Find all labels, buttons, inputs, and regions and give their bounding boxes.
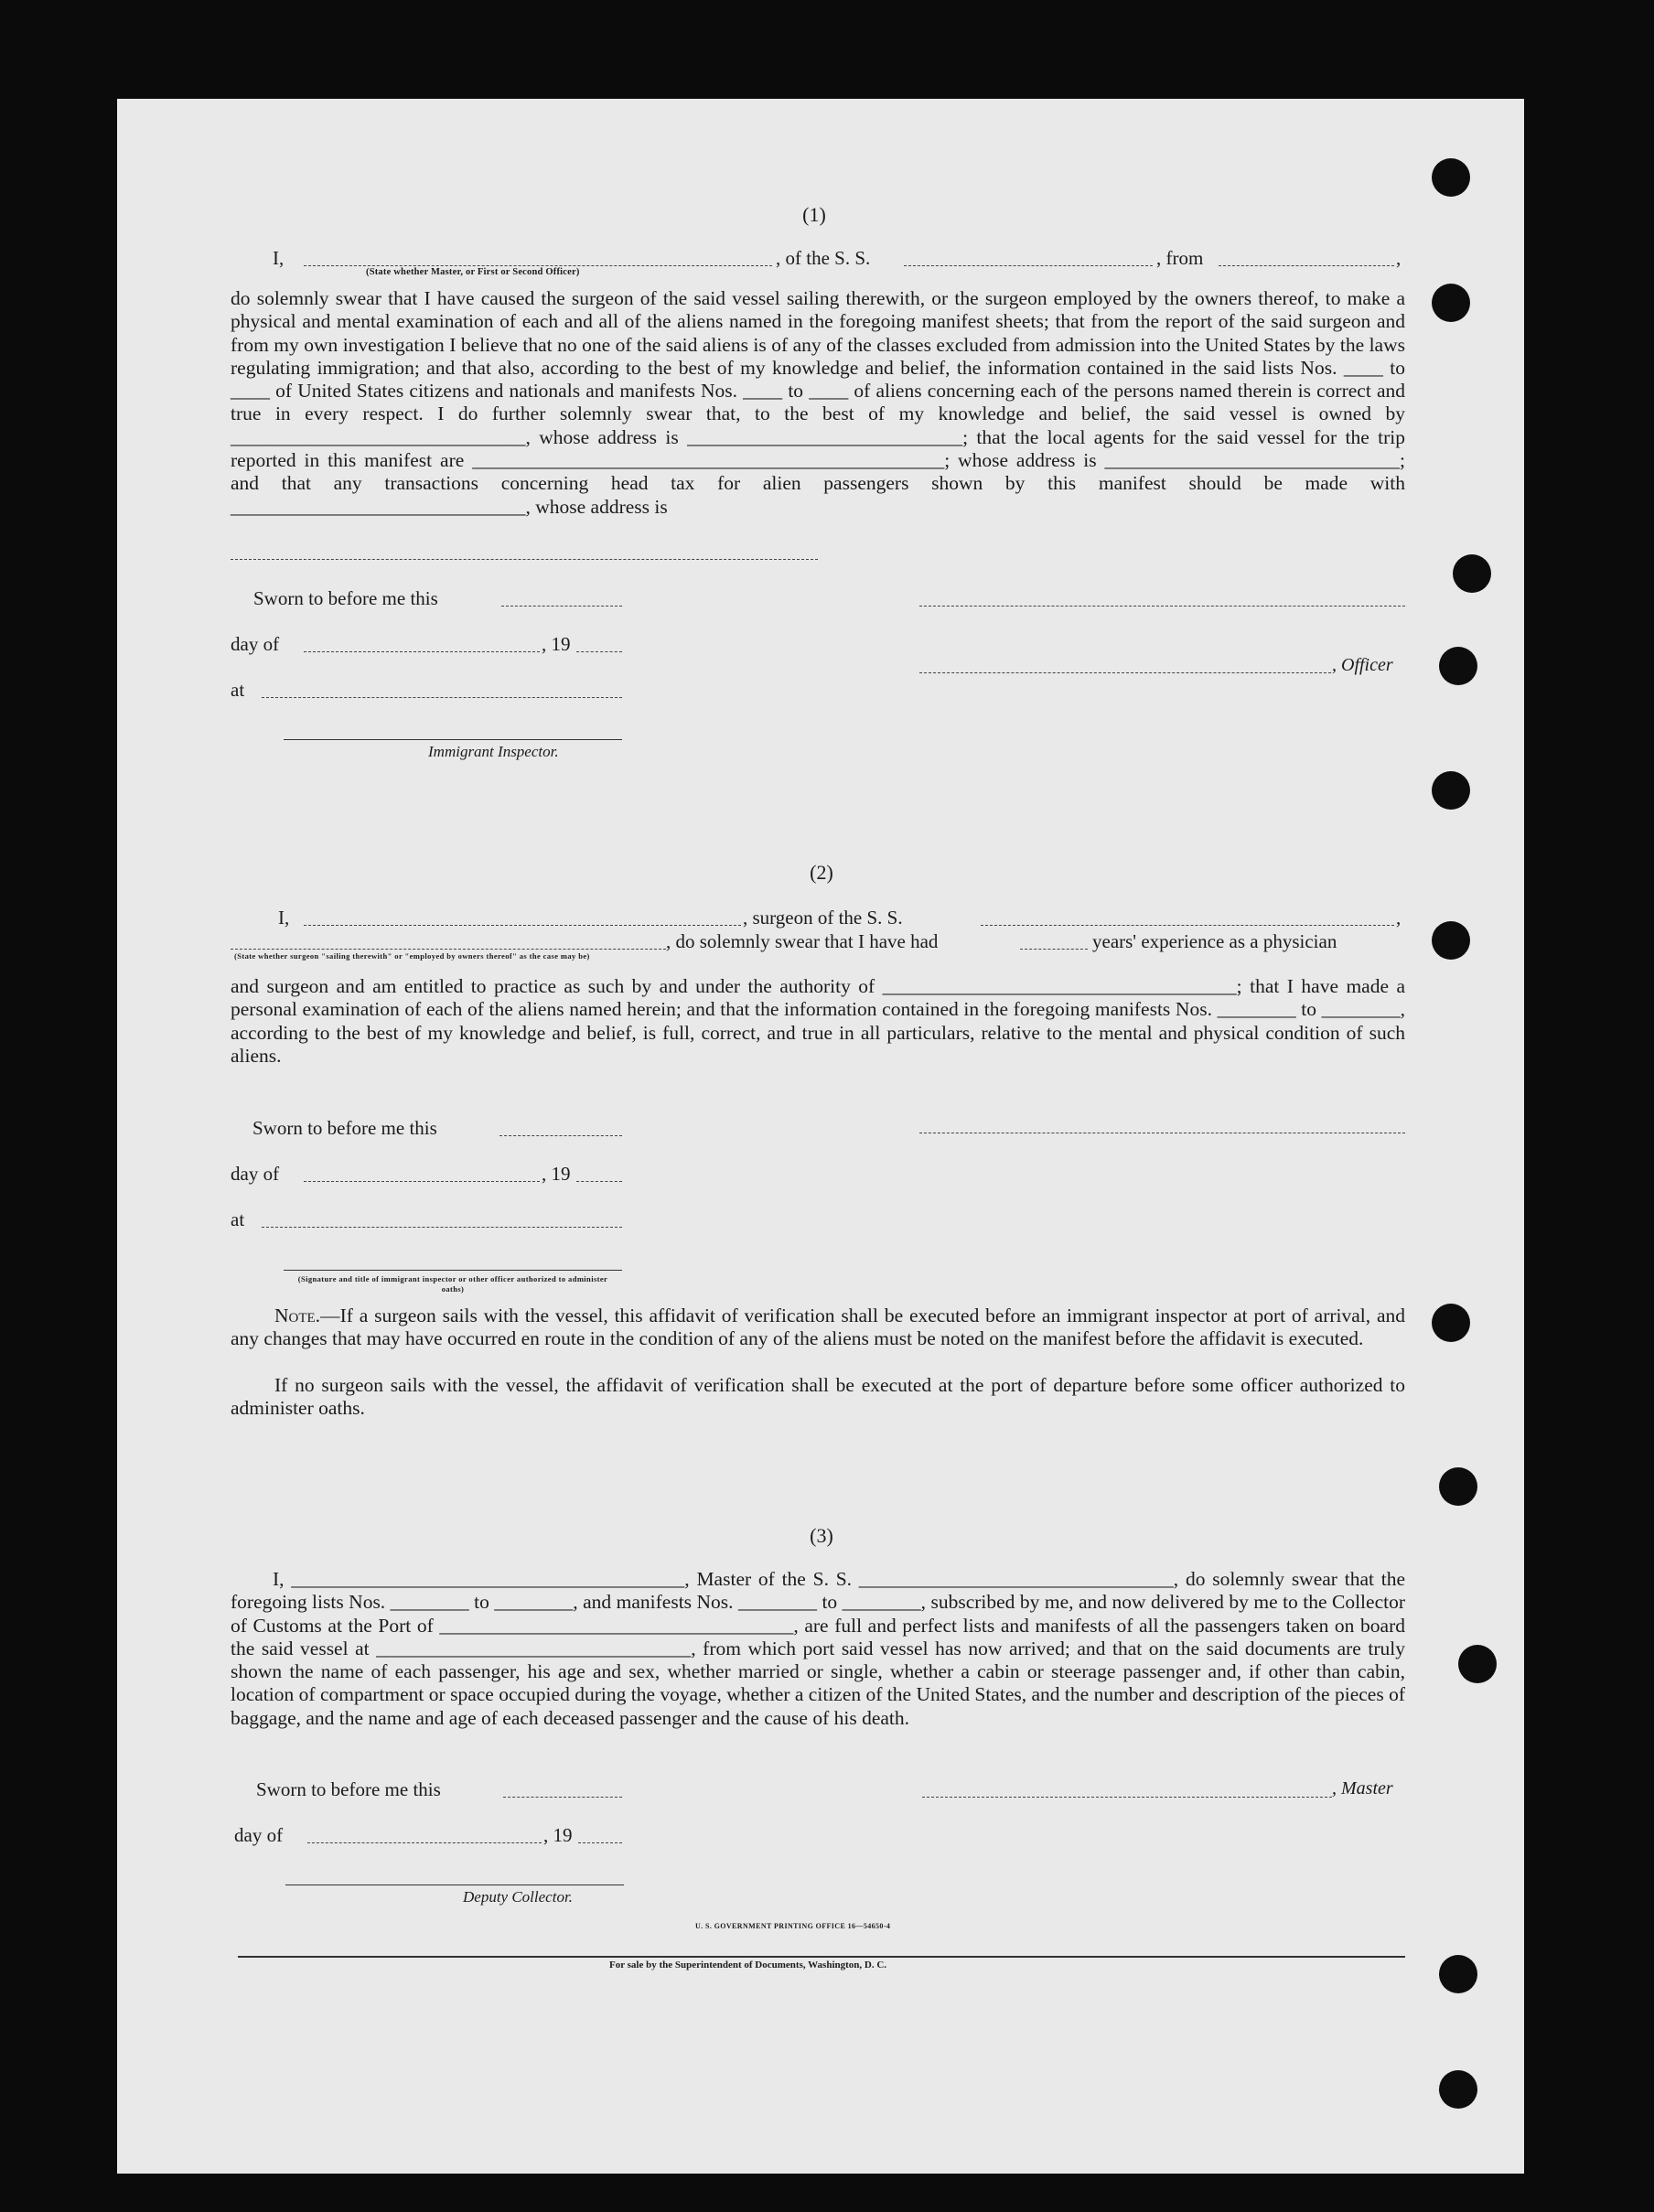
section-1-number: (1) (802, 203, 826, 226)
s2-sworn-label: Sworn to before me this (252, 1117, 437, 1139)
s2-surgeon-note: (State whether surgeon "sailing therewith" or "employed by owners thereof" as the case may be) (234, 951, 590, 961)
s2-note-label: Note. (274, 1305, 321, 1326)
s2-year-field[interactable] (576, 1181, 622, 1182)
s2-at-field[interactable] (262, 1227, 622, 1228)
s2-at-label: at (231, 1208, 245, 1230)
s2-years-field[interactable] (1020, 949, 1088, 950)
s1-day-field[interactable] (304, 651, 540, 652)
s1-officer-label: , Officer (1332, 655, 1393, 675)
s1-year-field[interactable] (576, 651, 622, 652)
binder-hole (1439, 1467, 1477, 1506)
section-2-number: (2) (810, 861, 833, 884)
s1-oath-paragraph: do solemnly swear that I have caused the surgeon of the said vessel sailing therewith, or the surgeon employed by the owners thereof, to make a physical and mental examination of each and all of the aliens named in the foregoing manifest sheets; that from the report of the said surgeon and from my own investigation I believe that no one of the said aliens is of any of the classes excluded from admission into the United States by the laws regulating immigration; and that also, according to the best of my knowledge and belief, the information contained in the said lists Nos. ____ to ____ of United States citizens and nationals and manifests Nos. ____ to ____ of aliens concerning each of the persons named therein is correct and true in every respect. I do further solemnly swear that, to the best of my knowledge and belief, the said vessel is owned by ______________________________, whose address is ____________________________; that the local agents for the said vessel for the trip reported in this manifest are ________________________________________________; whose address is ______________________________; and that any transactions concerning head tax for alien passengers shown by this manifest should be made with ______________________________, whose address is (231, 287, 1405, 518)
s2-signature-note: (Signature and title of immigrant inspector or other officer authorized to administer oaths) (297, 1274, 608, 1294)
s1-sworn-date-field[interactable] (501, 606, 622, 607)
s1-ship-field[interactable] (904, 265, 1153, 266)
s3-year-label: , 19 (543, 1824, 573, 1846)
s2-surgeon-type-field[interactable] (231, 949, 666, 950)
s3-master-label: , Master (1332, 1778, 1393, 1799)
s1-at-field[interactable] (262, 697, 622, 698)
s3-day-label: day of (234, 1824, 284, 1846)
s2-sworn-date-field[interactable] (499, 1135, 622, 1136)
binder-hole (1453, 554, 1491, 593)
s3-collector-label: Deputy Collector. (463, 1888, 573, 1906)
s2-years-label: years' experience as a physician (1092, 930, 1337, 952)
s3-year-field[interactable] (578, 1842, 622, 1843)
s1-officer-field[interactable] (304, 265, 772, 266)
s1-inspector-signature-line[interactable] (284, 739, 622, 740)
binder-hole (1439, 1955, 1477, 1993)
s1-line1-end: , (1396, 247, 1402, 269)
s1-of-ss-label: , of the S. S. (776, 247, 871, 269)
s1-day-label: day of (231, 633, 280, 655)
s1-officer-signature-field[interactable] (919, 672, 1331, 673)
s3-collector-signature-line[interactable] (285, 1884, 624, 1885)
s2-note-paragraph (231, 1305, 1405, 1351)
s2-day-field[interactable] (304, 1181, 540, 1182)
s2-year-label: , 19 (542, 1163, 571, 1185)
s1-sworn-label: Sworn to before me this (253, 587, 438, 609)
s2-ship-field[interactable] (981, 925, 1394, 926)
binder-hole (1432, 1304, 1470, 1342)
s1-inspector-label: Immigrant Inspector. (428, 743, 559, 760)
s2-inspector-signature-line[interactable] (284, 1270, 622, 1271)
binder-hole (1439, 647, 1477, 685)
printer-imprint: U. S. GOVERNMENT PRINTING OFFICE 16—54650-4 (695, 1922, 891, 1930)
footer-rule (238, 1956, 1405, 1958)
binder-hole (1432, 771, 1470, 810)
s3-master-signature-field[interactable] (922, 1797, 1332, 1798)
binder-hole (1432, 921, 1470, 960)
s1-year-label: , 19 (542, 633, 571, 655)
s1-officer-note: (State whether Master, or First or Second Officer) (366, 267, 580, 277)
binder-hole (1432, 284, 1470, 322)
s2-note-text: —If a surgeon sails with the vessel, this affidavit of verification shall be executed before an immigrant inspector at port of arrival, and any changes that may have occurred en route in the condition of any of the aliens must be noted on the manifest before the affidavit is executed. (231, 1305, 1405, 1350)
s2-oath-paragraph: and surgeon and am entitled to practice as such by and under the authority of ____________________________________; that I have made a personal examination of each of the aliens named herein; and that the information contained in the foregoing manifests Nos. ________ to ________, according to the best of my knowledge and belief, is full, correct, and true in all particulars, relative to the mental and physical condition of such aliens. (231, 975, 1405, 1067)
s3-day-field[interactable] (307, 1842, 542, 1843)
s2-swear-label: , do solemnly swear that I have had (666, 930, 939, 952)
s2-surgeon-of-label: , surgeon of the S. S. (743, 907, 903, 929)
s1-from-label: , from (1156, 247, 1204, 269)
binder-hole (1458, 1645, 1497, 1683)
s1-address-continuation-field[interactable] (231, 559, 818, 560)
s1-signature-field[interactable] (919, 606, 1405, 607)
s3-sworn-label: Sworn to before me this (256, 1778, 441, 1800)
sale-notice: For sale by the Superintendent of Documents, Washington, D. C. (609, 1960, 887, 1970)
s1-at-label: at (231, 679, 245, 701)
s2-line1-end: , (1396, 907, 1402, 929)
section-3-number: (3) (810, 1524, 833, 1547)
binder-hole (1432, 158, 1470, 197)
s1-i-label: I, (273, 247, 285, 269)
s3-sworn-date-field[interactable] (503, 1797, 622, 1798)
binder-hole (1439, 2070, 1477, 2109)
s1-from-field[interactable] (1219, 265, 1394, 266)
s3-oath-paragraph: I, ________________________________________, Master of the S. S. ________________________________, do solemnly swear that the foregoing lists Nos. ________ to ________, and manifests Nos. ________ to ________, subscribed by me, and now delivered by me to the Collector of Customs at the Port of ____________________________________, are full and perfect lists and manifests of all the passengers taken on board the said vessel at ________________________________, from which port said vessel has now arrived; and that on the said documents are truly shown the name of each passenger, his age and sex, whether married or single, whether a cabin or steerage passenger and, if other than cabin, location of compartment or space occupied during the voyage, whether a citizen of the United States, and the number and description of the pieces of baggage, and the name and age of each deceased passenger and the cause of his death. (231, 1568, 1405, 1729)
s2-surgeon-name-field[interactable] (304, 925, 741, 926)
s2-note2-paragraph: If no surgeon sails with the vessel, the affidavit of verification shall be executed at the port of departure before some officer authorized to administer oaths. (231, 1374, 1405, 1420)
s2-day-label: day of (231, 1163, 280, 1185)
s2-i-label: I, (278, 907, 290, 929)
